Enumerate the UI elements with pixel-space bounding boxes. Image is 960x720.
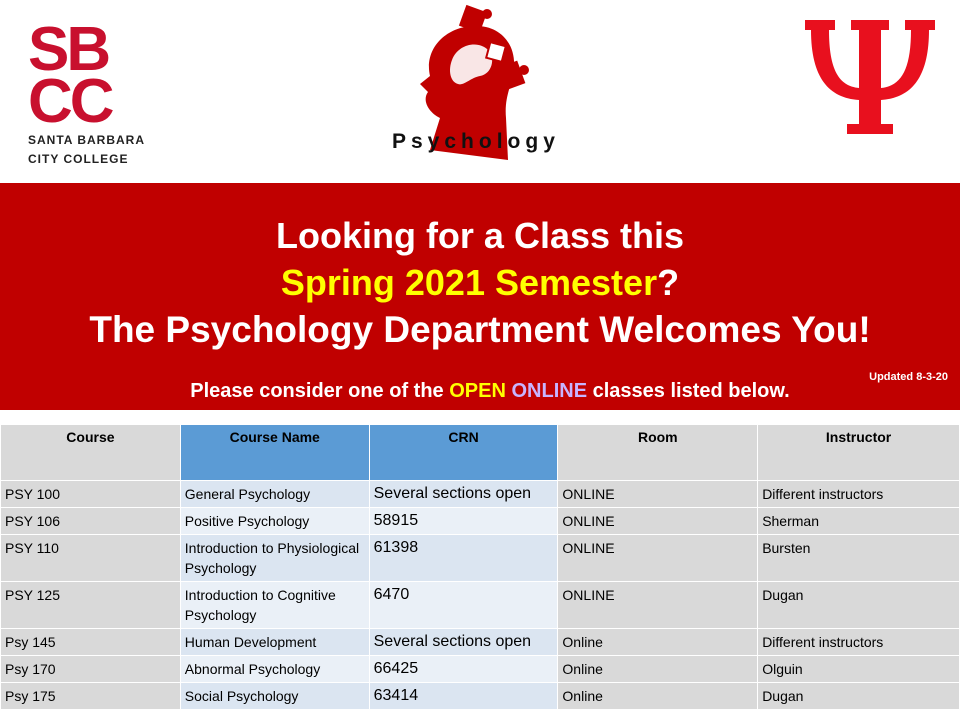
cell-instructor: Dugan: [758, 582, 960, 629]
header-instructor: Instructor: [758, 425, 960, 481]
table-row: [1, 535, 960, 582]
cell-instructor: Dugan: [758, 683, 960, 710]
cell-course: Psy 145: [1, 629, 181, 656]
cell-course: PSY 125: [1, 582, 181, 629]
cell-course-name: Introduction to Physiological Psychology: [180, 535, 369, 582]
subtitle-prefix: Please consider one of the: [190, 380, 450, 402]
table-row: [1, 629, 960, 656]
banner-subtitle: [0, 380, 960, 403]
cell-room: ONLINE: [558, 508, 758, 535]
logo-college-name-line2: CITY COLLEGE: [28, 152, 129, 166]
subtitle-open: OPEN: [449, 380, 506, 402]
cell-course: Psy 175: [1, 683, 181, 710]
table-row: [1, 582, 960, 629]
cell-crn: 61398: [369, 535, 558, 582]
cell-crn: Several sections open: [369, 629, 558, 656]
semester-highlight: Spring 2021 Semester: [280, 262, 658, 303]
banner-headline-line3: The Psychology Department Welcomes You!: [89, 309, 871, 350]
banner-headline-line1: Looking for a Class this: [275, 215, 685, 256]
subtitle-suffix: classes listed below.: [587, 380, 790, 402]
cell-crn: 6470: [369, 582, 558, 629]
updated-date: Updated 8-3-20: [869, 371, 948, 383]
table-row: [1, 683, 960, 710]
table-row: [1, 481, 960, 508]
welcome-banner: [0, 183, 960, 410]
table-row: [1, 656, 960, 683]
logo-college-name-line1: SANTA BARBARA: [28, 133, 145, 147]
table-header-row: [1, 425, 960, 481]
cell-instructor: Olguin: [758, 656, 960, 683]
header-course-name: Course Name: [180, 425, 369, 481]
cell-crn: 63414: [369, 683, 558, 710]
cell-room: ONLINE: [558, 582, 758, 629]
psi-icon: [795, 0, 945, 150]
cell-instructor: Different instructors: [758, 629, 960, 656]
cell-course: PSY 100: [1, 481, 181, 508]
department-label: Psychology: [392, 130, 560, 153]
cell-course-name: Positive Psychology: [180, 508, 369, 535]
logo-abbr-line2: CC: [28, 67, 112, 136]
cell-course-name: Social Psychology: [180, 683, 369, 710]
cell-instructor: Sherman: [758, 508, 960, 535]
cell-room: ONLINE: [558, 535, 758, 582]
cell-crn: Several sections open: [369, 481, 558, 508]
header-room: Room: [558, 425, 758, 481]
cell-room: Online: [558, 629, 758, 656]
cell-crn: 58915: [369, 508, 558, 535]
cell-crn: 66425: [369, 656, 558, 683]
sbcc-logo: [28, 15, 158, 166]
logo-abbr-line1: SB: [28, 15, 109, 84]
table-row: [1, 508, 960, 535]
cell-course-name: General Psychology: [180, 481, 369, 508]
cell-course: PSY 110: [1, 535, 181, 582]
banner-headline-line2: [0, 262, 960, 304]
cell-instructor: Different instructors: [758, 481, 960, 508]
header-course: Course: [1, 425, 181, 481]
cell-room: Online: [558, 656, 758, 683]
header-crn: CRN: [369, 425, 558, 481]
cell-room: Online: [558, 683, 758, 710]
cell-course: Psy 170: [1, 656, 181, 683]
subtitle-online: ONLINE: [511, 380, 588, 402]
cell-course: PSY 106: [1, 508, 181, 535]
cell-course-name: Human Development: [180, 629, 369, 656]
cell-instructor: Bursten: [758, 535, 960, 582]
semester-suffix: ?: [657, 262, 680, 303]
class-table: [0, 424, 960, 710]
cell-course-name: Abnormal Psychology: [180, 656, 369, 683]
cell-room: ONLINE: [558, 481, 758, 508]
cell-course-name: Introduction to Cognitive Psychology: [180, 582, 369, 629]
